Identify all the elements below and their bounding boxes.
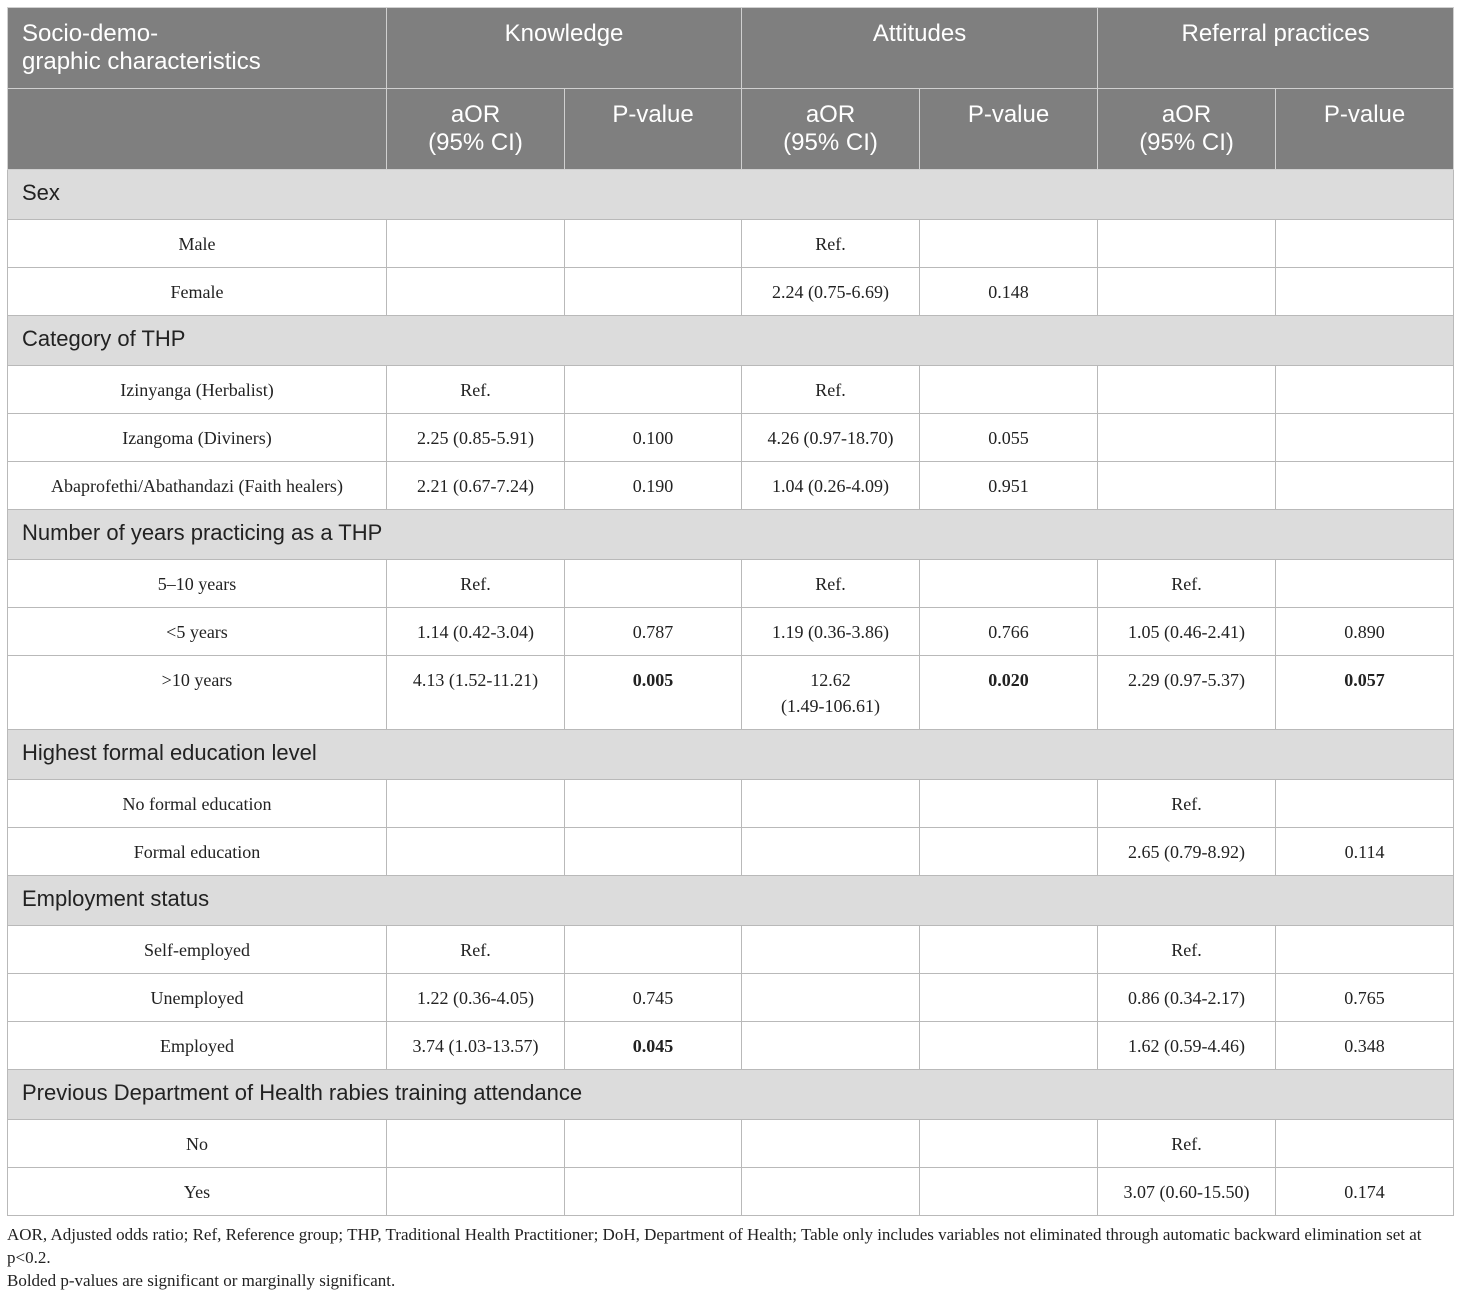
row-label: 5–10 years	[8, 560, 387, 608]
cell-knowledge-aor: 1.14 (0.42-3.04)	[387, 608, 565, 656]
cell-knowledge-pvalue	[565, 1120, 742, 1168]
cell-referral-aor: Ref.	[1098, 1120, 1276, 1168]
header-referral-pvalue: P-value	[1276, 89, 1454, 170]
cell-attitudes-pvalue	[920, 926, 1098, 974]
cell-referral-aor: 2.65 (0.79-8.92)	[1098, 828, 1276, 876]
cell-attitudes-aor: Ref.	[742, 366, 920, 414]
cell-attitudes-pvalue	[920, 780, 1098, 828]
table-row	[8, 268, 1454, 316]
cell-referral-aor	[1098, 414, 1276, 462]
table-row	[8, 462, 1454, 510]
cell-attitudes-pvalue	[920, 1120, 1098, 1168]
cell-referral-aor: 1.05 (0.46-2.41)	[1098, 608, 1276, 656]
cell-knowledge-aor	[387, 1168, 565, 1216]
cell-attitudes-aor: 1.19 (0.36-3.86)	[742, 608, 920, 656]
cell-knowledge-aor	[387, 828, 565, 876]
cell-knowledge-pvalue	[565, 828, 742, 876]
cell-attitudes-pvalue	[920, 220, 1098, 268]
table-row	[8, 780, 1454, 828]
cell-knowledge-pvalue: 0.100	[565, 414, 742, 462]
cell-knowledge-aor	[387, 220, 565, 268]
cell-attitudes-aor	[742, 926, 920, 974]
cell-knowledge-aor: 3.74 (1.03-13.57)	[387, 1022, 565, 1070]
section-title: Category of THP	[8, 316, 1454, 366]
header-attitudes: Attitudes	[742, 8, 1098, 89]
header-knowledge: Knowledge	[387, 8, 742, 89]
section-row	[8, 876, 1454, 926]
table-header	[8, 8, 1454, 170]
header-knowledge-aor: aOR (95% CI)	[387, 89, 565, 170]
cell-referral-pvalue	[1276, 1120, 1454, 1168]
cell-attitudes-pvalue	[920, 560, 1098, 608]
header-knowledge-pvalue: P-value	[565, 89, 742, 170]
table-row	[8, 366, 1454, 414]
section-row	[8, 1070, 1454, 1120]
table-row	[8, 414, 1454, 462]
cell-referral-pvalue	[1276, 366, 1454, 414]
table-row	[8, 608, 1454, 656]
cell-knowledge-pvalue	[565, 268, 742, 316]
row-label: Izinyanga (Herbalist)	[8, 366, 387, 414]
cell-attitudes-aor: Ref.	[742, 220, 920, 268]
cell-attitudes-pvalue	[920, 828, 1098, 876]
section-row	[8, 170, 1454, 220]
cell-referral-pvalue	[1276, 926, 1454, 974]
header-empty	[8, 89, 387, 170]
section-title: Highest formal education level	[8, 730, 1454, 780]
cell-knowledge-pvalue: 0.045	[565, 1022, 742, 1070]
cell-attitudes-aor	[742, 1120, 920, 1168]
row-label: Yes	[8, 1168, 387, 1216]
table-row	[8, 656, 1454, 730]
cell-referral-aor	[1098, 220, 1276, 268]
cell-attitudes-aor	[742, 974, 920, 1022]
cell-attitudes-aor: 2.24 (0.75-6.69)	[742, 268, 920, 316]
cell-knowledge-pvalue: 0.787	[565, 608, 742, 656]
row-label: Formal education	[8, 828, 387, 876]
cell-referral-pvalue	[1276, 220, 1454, 268]
cell-referral-aor: 0.86 (0.34-2.17)	[1098, 974, 1276, 1022]
table-body	[8, 170, 1454, 1216]
cell-attitudes-pvalue	[920, 366, 1098, 414]
cell-attitudes-aor: 1.04 (0.26-4.09)	[742, 462, 920, 510]
table-footnotes	[7, 1223, 1453, 1292]
cell-attitudes-pvalue: 0.766	[920, 608, 1098, 656]
regression-table	[7, 7, 1454, 1216]
cell-referral-pvalue	[1276, 780, 1454, 828]
cell-referral-pvalue: 0.057	[1276, 656, 1454, 730]
header-referral-aor: aOR (95% CI)	[1098, 89, 1276, 170]
row-label: Self-employed	[8, 926, 387, 974]
cell-attitudes-pvalue	[920, 974, 1098, 1022]
cell-attitudes-aor: Ref.	[742, 560, 920, 608]
cell-referral-aor	[1098, 268, 1276, 316]
cell-referral-aor: 3.07 (0.60-15.50)	[1098, 1168, 1276, 1216]
cell-referral-aor	[1098, 366, 1276, 414]
cell-knowledge-aor	[387, 268, 565, 316]
cell-attitudes-aor	[742, 780, 920, 828]
cell-knowledge-pvalue: 0.190	[565, 462, 742, 510]
cell-knowledge-aor: Ref.	[387, 560, 565, 608]
section-title: Employment status	[8, 876, 1454, 926]
cell-knowledge-pvalue	[565, 220, 742, 268]
row-label: Izangoma (Diviners)	[8, 414, 387, 462]
table-row	[8, 1120, 1454, 1168]
header-characteristics: Socio-demo- graphic characteristics	[8, 8, 387, 89]
row-label: Female	[8, 268, 387, 316]
cell-knowledge-pvalue	[565, 1168, 742, 1216]
table-row	[8, 1022, 1454, 1070]
cell-referral-pvalue	[1276, 462, 1454, 510]
footnote-abbreviations: AOR, Adjusted odds ratio; Ref, Reference group; THP, Traditional Health Practitioner; DoH, Department of Health; Table only includes variables not eliminated through automatic backward elimination set at p<0.2.	[7, 1225, 1422, 1267]
cell-knowledge-pvalue	[565, 560, 742, 608]
cell-attitudes-pvalue: 0.055	[920, 414, 1098, 462]
table-row	[8, 560, 1454, 608]
table-container	[7, 7, 1453, 1292]
cell-attitudes-pvalue	[920, 1022, 1098, 1070]
row-label: No	[8, 1120, 387, 1168]
section-title: Previous Department of Health rabies training attendance	[8, 1070, 1454, 1120]
table-row	[8, 1168, 1454, 1216]
row-label: >10 years	[8, 656, 387, 730]
cell-referral-aor: Ref.	[1098, 780, 1276, 828]
section-row	[8, 510, 1454, 560]
cell-attitudes-pvalue	[920, 1168, 1098, 1216]
cell-referral-pvalue: 0.765	[1276, 974, 1454, 1022]
footnote-bold-note: Bolded p-values are significant or marginally significant.	[7, 1271, 396, 1290]
cell-attitudes-aor: 4.26 (0.97-18.70)	[742, 414, 920, 462]
cell-referral-pvalue: 0.114	[1276, 828, 1454, 876]
row-label: <5 years	[8, 608, 387, 656]
cell-attitudes-aor	[742, 1168, 920, 1216]
section-row	[8, 730, 1454, 780]
cell-knowledge-pvalue	[565, 780, 742, 828]
cell-knowledge-aor: Ref.	[387, 926, 565, 974]
table-row	[8, 926, 1454, 974]
row-label: Abaprofethi/Abathandazi (Faith healers)	[8, 462, 387, 510]
row-label: Unemployed	[8, 974, 387, 1022]
cell-attitudes-aor	[742, 828, 920, 876]
cell-knowledge-aor: 4.13 (1.52-11.21)	[387, 656, 565, 730]
cell-knowledge-pvalue	[565, 926, 742, 974]
row-label: Male	[8, 220, 387, 268]
cell-knowledge-aor: 2.21 (0.67-7.24)	[387, 462, 565, 510]
cell-knowledge-aor: 1.22 (0.36-4.05)	[387, 974, 565, 1022]
table-row	[8, 828, 1454, 876]
cell-knowledge-aor: 2.25 (0.85-5.91)	[387, 414, 565, 462]
cell-attitudes-pvalue: 0.951	[920, 462, 1098, 510]
cell-attitudes-aor	[742, 1022, 920, 1070]
cell-knowledge-pvalue: 0.005	[565, 656, 742, 730]
row-label: No formal education	[8, 780, 387, 828]
cell-attitudes-pvalue: 0.148	[920, 268, 1098, 316]
cell-referral-pvalue: 0.890	[1276, 608, 1454, 656]
cell-knowledge-aor	[387, 1120, 565, 1168]
section-title: Number of years practicing as a THP	[8, 510, 1454, 560]
cell-referral-pvalue	[1276, 414, 1454, 462]
row-label: Employed	[8, 1022, 387, 1070]
cell-knowledge-pvalue	[565, 366, 742, 414]
cell-referral-aor: Ref.	[1098, 560, 1276, 608]
cell-referral-pvalue	[1276, 560, 1454, 608]
cell-referral-aor	[1098, 462, 1276, 510]
cell-knowledge-pvalue: 0.745	[565, 974, 742, 1022]
cell-attitudes-aor: 12.62 (1.49-106.61)	[742, 656, 920, 730]
cell-knowledge-aor	[387, 780, 565, 828]
section-row	[8, 316, 1454, 366]
header-referral-practices: Referral practices	[1098, 8, 1454, 89]
cell-referral-aor: 1.62 (0.59-4.46)	[1098, 1022, 1276, 1070]
table-row	[8, 974, 1454, 1022]
cell-referral-aor: Ref.	[1098, 926, 1276, 974]
header-attitudes-aor: aOR (95% CI)	[742, 89, 920, 170]
cell-referral-aor: 2.29 (0.97-5.37)	[1098, 656, 1276, 730]
cell-referral-pvalue	[1276, 268, 1454, 316]
header-attitudes-pvalue: P-value	[920, 89, 1098, 170]
cell-knowledge-aor: Ref.	[387, 366, 565, 414]
cell-referral-pvalue: 0.174	[1276, 1168, 1454, 1216]
cell-referral-pvalue: 0.348	[1276, 1022, 1454, 1070]
table-row	[8, 220, 1454, 268]
section-title: Sex	[8, 170, 1454, 220]
cell-attitudes-pvalue: 0.020	[920, 656, 1098, 730]
